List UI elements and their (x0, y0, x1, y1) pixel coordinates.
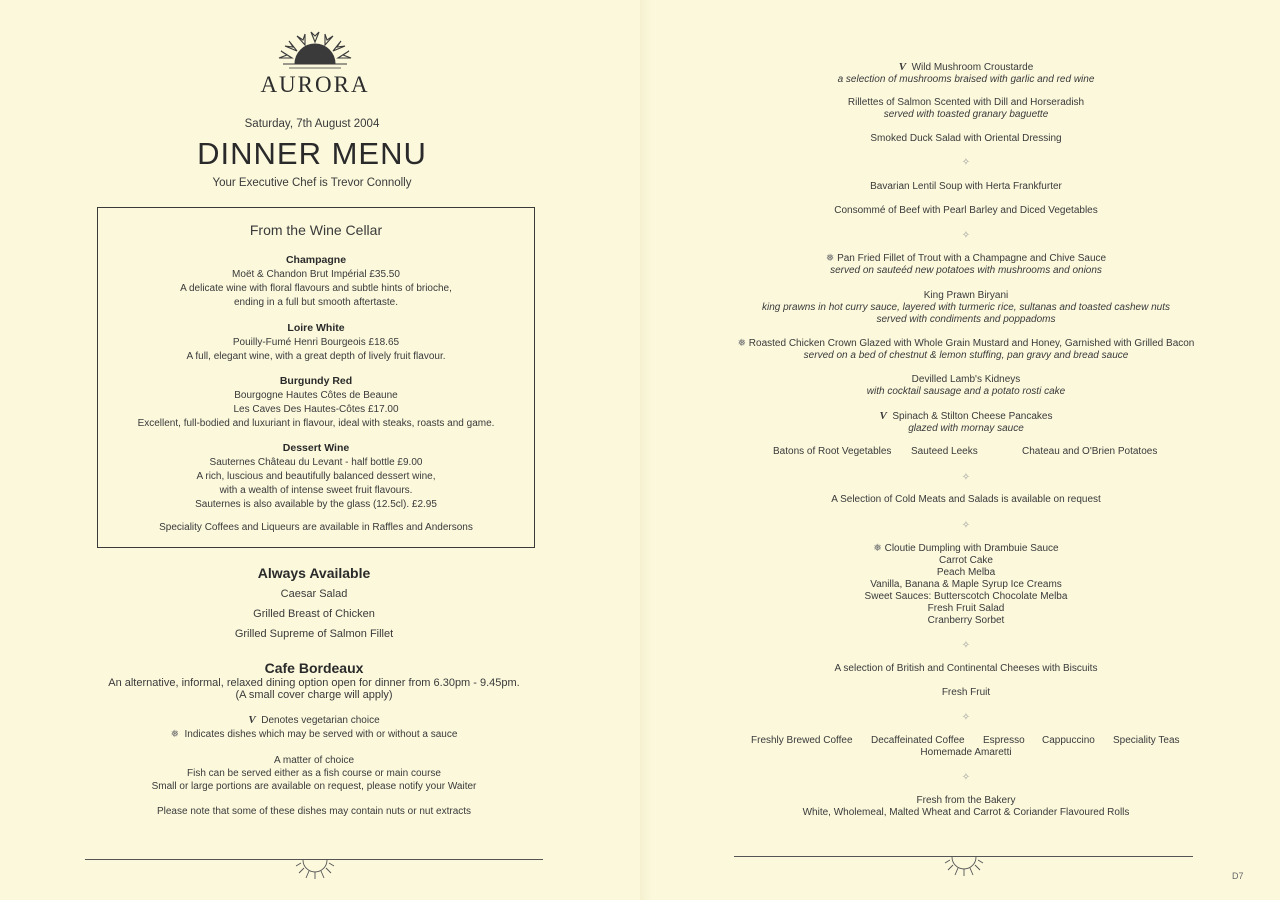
dessert-item: Carrot Cake (939, 555, 993, 566)
menu-item (652, 97, 1280, 121)
dish-name: Roasted Chicken Crown Glazed with Whole Grain Mustard and Honey, Garnished with Grilled Bacon (748, 338, 1195, 349)
dish-name: King Prawn Biryani (923, 290, 1009, 301)
chef-line: Your Executive Chef is Trevor Connolly (212, 177, 412, 189)
wine-line: Bourgogne Hautes Côtes de Beaune (234, 390, 398, 401)
page-number: D7 (1232, 871, 1244, 881)
dish-desc: served with condiments and poppadoms (876, 314, 1056, 325)
wine-section-name: Dessert Wine (282, 442, 350, 454)
sunrise-logo-icon (275, 30, 355, 72)
snowflake-icon: ❅ (825, 253, 835, 264)
wine-section-name: Loire White (287, 322, 345, 334)
page-title: DINNER MENU (197, 136, 427, 171)
dish-desc: king prawns in hot curry sauce, layered with turmeric rice, sultanas and toasted cashew nuts (762, 302, 1170, 313)
always-item: Grilled Supreme of Salmon Fillet (234, 628, 394, 640)
coffee-option: Freshly Brewed Coffee (751, 735, 853, 746)
divider-icon: ✧ (961, 230, 971, 241)
menu-item (652, 61, 1280, 86)
wine-cellar-heading: From the Wine Cellar (249, 222, 383, 238)
dessert-item: Peach Melba (936, 567, 996, 578)
wine-line: Moët & Chandon Brut Impérial £35.50 (232, 269, 400, 280)
menu-item (652, 338, 1280, 362)
dish-desc: served on a bed of chestnut & lemon stuffing, pan gravy and bread sauce (803, 350, 1129, 361)
side-dish: Batons of Root Vegetables (773, 446, 892, 457)
amaretti: Homemade Amaretti (920, 747, 1012, 758)
wine-section (98, 374, 534, 431)
wine-section (98, 253, 534, 310)
divider-icon: ✧ (961, 640, 971, 651)
cafe-heading: Cafe Bordeaux (264, 660, 364, 676)
divider-icon: ✧ (961, 157, 971, 168)
dish-name: Rillettes of Salmon Scented with Dill and Horseradish (847, 97, 1085, 108)
wine-line: ending in a full but smooth aftertaste. (234, 297, 398, 308)
dish-name: Devilled Lamb's Kidneys (911, 374, 1021, 385)
cafe-charge: (A small cover charge will apply) (235, 689, 393, 701)
wine-line: A rich, luscious and beautifully balanced dessert wine, (196, 471, 436, 482)
wine-section-name: Champagne (285, 254, 347, 266)
divider-icon: ✧ (961, 472, 971, 483)
dish-desc: served on sauteéd new potatoes with mushrooms and onions (830, 265, 1102, 276)
menu-item (652, 410, 1280, 435)
wine-cellar-box (97, 207, 535, 548)
nuts-note: Please note that some of these dishes may contain nuts or nut extracts (156, 806, 472, 817)
menu-item (652, 374, 1280, 398)
divider-icon: ✧ (961, 772, 971, 783)
choice-line: Fish can be served either as a fish course or main course (186, 768, 441, 779)
fresh-fruit: Fresh Fruit (941, 687, 991, 698)
dish-desc: glazed with mornay sauce (908, 423, 1024, 434)
dish-name: Wild Mushroom Croustarde (911, 62, 1034, 73)
wine-section (98, 321, 534, 364)
side-dish: Sauteed Leeks (911, 446, 978, 457)
legend (0, 714, 628, 741)
dish-desc: with cocktail sausage and a potato rosti cake (866, 386, 1066, 397)
dessert-list (652, 543, 1280, 627)
divider-icon: ✧ (961, 520, 971, 531)
cafe-line: An alternative, informal, relaxed dining option open for dinner from 6.30pm - 9.45pm. (108, 677, 520, 689)
coffee-option: Espresso (983, 735, 1025, 746)
dish-name: Bavarian Lentil Soup with Herta Frankfurter (870, 181, 1062, 192)
wine-line: Sauternes Château du Levant - half bottle £9.00 (209, 457, 423, 468)
aurora-logo (245, 30, 385, 98)
bakery-heading: Fresh from the Bakery (916, 795, 1016, 806)
always-available-heading: Always Available (257, 565, 371, 581)
choice-note (0, 754, 628, 793)
wine-line: Pouilly-Fumé Henri Bourgeois £18.65 (232, 337, 400, 348)
cold-meats-note: A Selection of Cold Meats and Salads is available on request (831, 494, 1101, 505)
veg-icon: V (898, 61, 907, 73)
sunburst-ornament-icon (295, 858, 335, 885)
dessert-item: Fresh Fruit Salad (927, 603, 1005, 614)
coffee-option: Cappuccino (1042, 735, 1095, 746)
wine-line: Excellent, full-bodied and luxuriant in flavour, ideal with steaks, roasts and game. (137, 418, 495, 429)
dish-desc: a selection of mushrooms braised with garlic and red wine (837, 74, 1095, 85)
wine-line: A full, elegant wine, with a great depth of lively fruit flavour. (186, 351, 446, 362)
sunburst-ornament-icon (944, 855, 984, 882)
wine-section (98, 441, 534, 512)
coffee-option: Speciality Teas (1113, 735, 1180, 746)
menu-date: Saturday, 7th August 2004 (244, 118, 380, 130)
page-gutter (640, 0, 652, 900)
choice-heading: A matter of choice (273, 755, 355, 766)
dish-name: Smoked Duck Salad with Oriental Dressing (870, 133, 1062, 144)
dish-name: Spinach & Stilton Cheese Pancakes (892, 411, 1053, 422)
side-dish: Chateau and O'Brien Potatoes (1022, 446, 1158, 457)
veg-icon: V (879, 410, 887, 422)
wine-line: A delicate wine with floral flavours and subtle hints of brioche, (180, 283, 452, 294)
dish-desc: served with toasted granary baguette (883, 109, 1049, 120)
bakery-line: White, Wholemeal, Malted Wheat and Carrot & Coriander Flavoured Rolls (802, 807, 1130, 818)
wine-line: Les Caves Des Hautes-Côtes £17.00 (233, 404, 399, 415)
wine-line: Sauternes is also available by the glass (12.5cl). £2.95 (195, 499, 437, 510)
cafe-section (0, 660, 628, 701)
always-item: Caesar Salad (280, 588, 348, 600)
wine-line: with a wealth of intense sweet fruit flavours. (219, 485, 413, 496)
wine-section-name: Burgundy Red (279, 375, 353, 387)
brand-name: AURORA (260, 72, 370, 97)
dish-name: Consommé of Beef with Pearl Barley and Diced Vegetables (834, 205, 1098, 216)
coffee-option: Decaffeinated Coffee (871, 735, 965, 746)
snowflake-icon: ❅ (170, 729, 179, 740)
dessert-item: Cranberry Sorbet (927, 615, 1005, 626)
veg-legend-text: Denotes vegetarian choice (261, 715, 380, 726)
dish-name: Pan Fried Fillet of Trout with a Champagne and Chive Sauce (837, 253, 1107, 264)
snowflake-icon: ❅ (873, 543, 882, 554)
menu-item (652, 290, 1280, 326)
dessert-item: Cloutie Dumpling with Drambuie Sauce (884, 543, 1059, 554)
dessert-item: Vanilla, Banana & Maple Syrup Ice Creams (870, 579, 1062, 590)
veg-icon: V (248, 714, 256, 726)
wine-cellar-footer: Speciality Coffees and Liqueurs are available in Raffles and Andersons (159, 522, 473, 533)
dessert-item: Sweet Sauces: Butterscotch Chocolate Melba (864, 591, 1068, 602)
divider-icon: ✧ (961, 712, 971, 723)
always-item: Grilled Breast of Chicken (253, 608, 375, 620)
always-available-section (0, 565, 628, 640)
cheese-course: A selection of British and Continental Cheeses with Biscuits (834, 663, 1098, 674)
sauce-legend-text: Indicates dishes which may be served with or without a sauce (184, 729, 458, 740)
snowflake-icon: ❅ (737, 338, 747, 349)
right-page (652, 0, 1280, 900)
menu-item (652, 253, 1280, 277)
choice-line: Small or large portions are available on request, please notify your Waiter (151, 781, 477, 792)
